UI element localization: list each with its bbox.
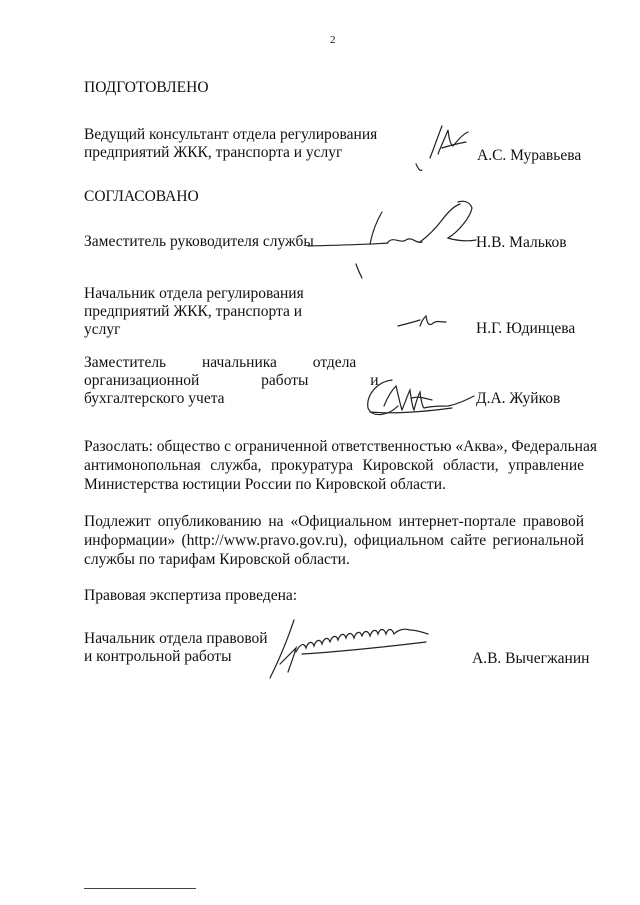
distribution-line-3: Министерства юстиции России по Кировской области.	[84, 476, 446, 493]
publication-line-1: Подлежит опубликованию на «Официальном интернет-портале правовой	[84, 513, 584, 530]
agreed-position-3-line-1-words	[84, 354, 357, 372]
agreed-position-3-line-2	[84, 372, 379, 390]
prepared-name: А.С. Муравьева	[477, 147, 582, 164]
signature-muravyeva	[408, 120, 478, 185]
publication-line-2: информации» (http://www.pravo.gov.ru), официальном сайте региональной	[84, 532, 584, 549]
signature-malkov	[308, 198, 488, 283]
agreed-position-3-line-2-text: организационной работы и	[84, 372, 379, 389]
prepared-position-line-2: предприятий ЖКК, транспорта и услуг	[84, 144, 343, 161]
prepared-position-line-1: Ведущий консультант отдела регулирования	[84, 126, 378, 143]
legal-review-position-line-1: Начальник отдела правовой	[84, 630, 268, 647]
agreed-position-3-line-1-text: Заместитель начальника отдела	[84, 354, 357, 371]
signature-vychegzhanin	[266, 618, 436, 687]
footer-separator	[84, 888, 196, 889]
distribution-line-2: антимонопольная служба, прокуратура Кировской области, управление	[84, 457, 584, 474]
agreed-name-3: Д.А. Жуйков	[476, 390, 561, 407]
prepared-heading: ПОДГОТОВЛЕНО	[84, 79, 209, 96]
agreed-position-2-line-2-text: предприятий ЖКК, транспорта и	[84, 303, 302, 320]
signature-yudintseva	[396, 312, 456, 337]
agreed-position-3-line-3: бухгалтерского учета	[84, 390, 225, 407]
agreed-position-3-line-1	[84, 354, 357, 372]
agreed-position-2-line-2	[84, 303, 330, 321]
page-number: 2	[330, 34, 336, 46]
legal-review-name: А.В. Вычегжанин	[472, 650, 590, 667]
legal-review-position-line-2: и контрольной работы	[84, 648, 232, 665]
signature-zhuikov	[362, 376, 482, 431]
agreed-name-1: Н.В. Мальков	[476, 234, 567, 251]
publication-line-3: службы по тарифам Кировской области.	[84, 551, 350, 568]
agreed-position-2-line-3: услуг	[84, 321, 121, 338]
distribution-paragraph	[84, 437, 597, 494]
agreed-position-1: Заместитель руководителя службы	[84, 233, 314, 250]
distribution-line-1: Разослать: общество с ограниченной ответственностью «Аква», Федеральная	[84, 438, 597, 455]
agreed-name-2: Н.Г. Юдинцева	[476, 320, 576, 337]
legal-review-statement: Правовая экспертиза проведена:	[84, 587, 298, 604]
agreed-heading: СОГЛАСОВАНО	[84, 188, 199, 205]
publication-paragraph	[84, 512, 584, 569]
agreed-position-2-line-1: Начальник отдела регулирования	[84, 285, 304, 302]
